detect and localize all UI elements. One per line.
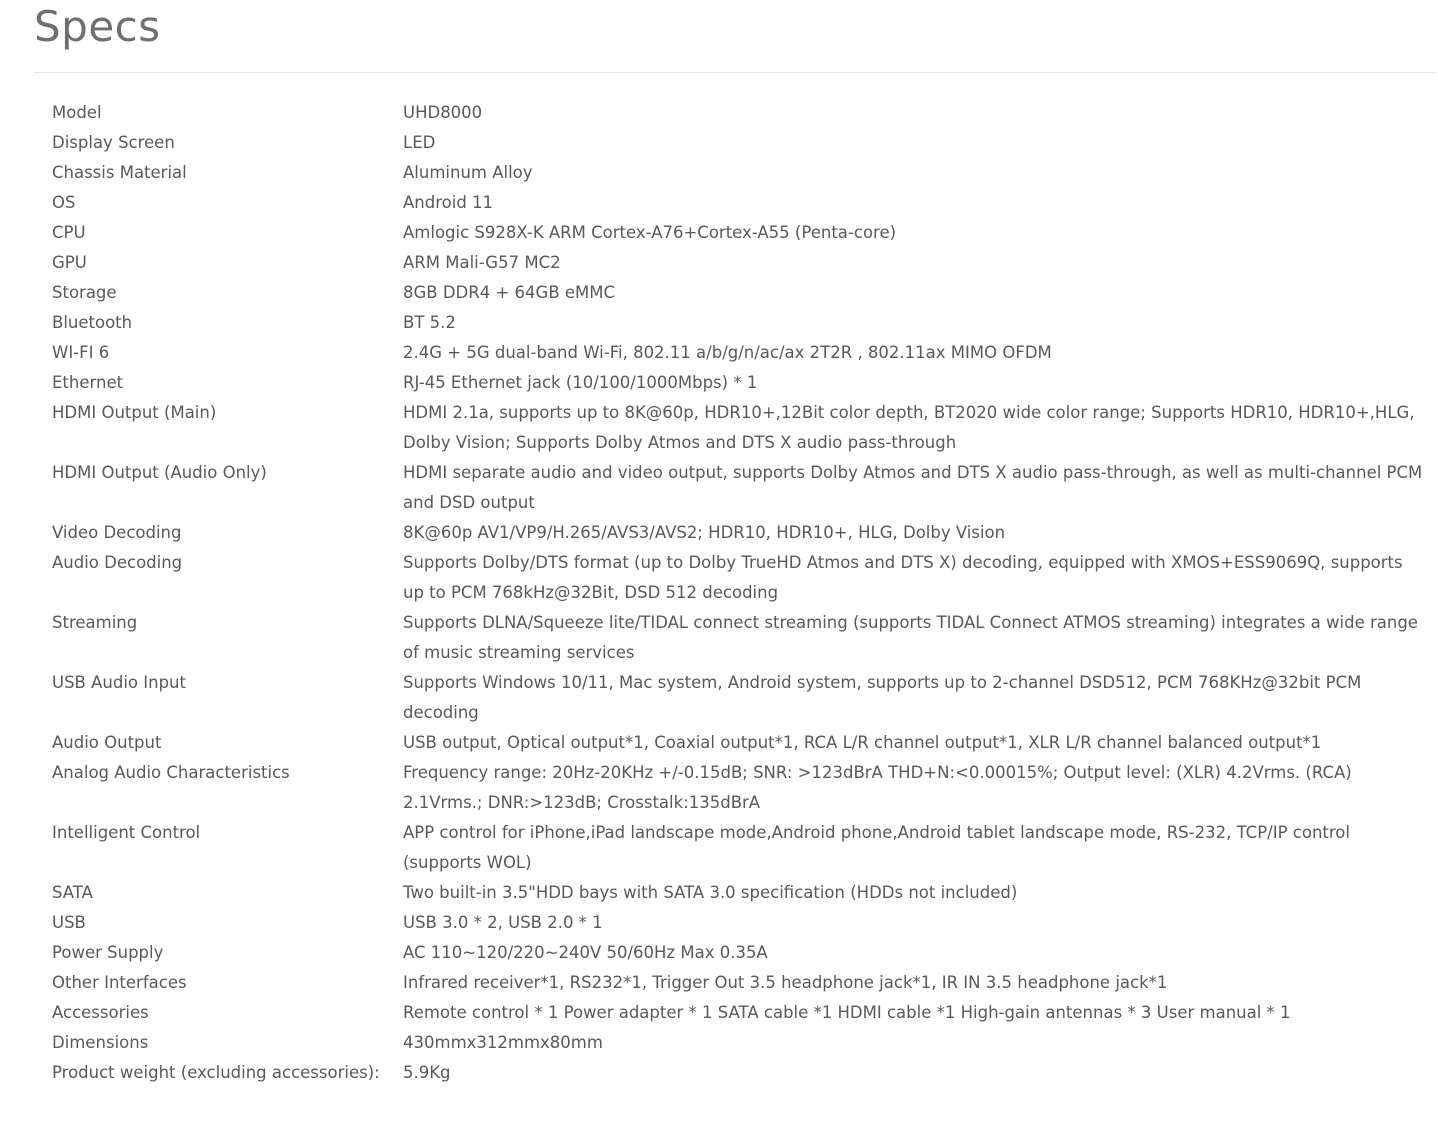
spec-row-gpu [52, 248, 1424, 278]
spec-label: Display Screen [52, 133, 175, 152]
spec-label: USB Audio Input [52, 673, 186, 692]
spec-label: Bluetooth [52, 313, 133, 332]
spec-label: OS [52, 193, 76, 212]
spec-row-audio-output [52, 728, 1424, 758]
spec-label: CPU [52, 223, 86, 242]
spec-value: Supports DLNA/Squeeze lite/TIDAL connect streaming (supports TIDAL Connect ATMOS streaming) integrates a wide range of music streaming services [403, 613, 1418, 662]
spec-row-chassis-material [52, 158, 1424, 188]
spec-label: Model [52, 103, 102, 122]
page-title: Specs [34, 2, 161, 51]
spec-value: AC 110~120/220~240V 50/60Hz Max 0.35A [403, 943, 768, 962]
spec-label: USB [52, 913, 86, 932]
spec-value: Supports Windows 10/11, Mac system, Android system, supports up to 2-channel DSD512, PCM 768KHz@32bit PCM decoding [403, 673, 1362, 722]
spec-row-display-screen [52, 128, 1424, 158]
spec-row-intelligent-control [52, 818, 1424, 878]
spec-label: Dimensions [52, 1033, 149, 1052]
spec-value: 2.4G + 5G dual-band Wi-Fi, 802.11 a/b/g/n/ac/ax 2T2R , 802.11ax MIMO OFDM [403, 343, 1052, 362]
spec-value: USB 3.0 * 2, USB 2.0 * 1 [403, 913, 603, 932]
spec-row-usb [52, 908, 1424, 938]
spec-label: Streaming [52, 613, 138, 632]
spec-label: Audio Decoding [52, 553, 183, 572]
spec-value: 5.9Kg [403, 1063, 451, 1082]
spec-label: Other Interfaces [52, 973, 187, 992]
spec-label: Audio Output [52, 733, 162, 752]
spec-row-hdmi-output-main [52, 398, 1424, 458]
spec-value: APP control for iPhone,iPad landscape mode,Android phone,Android tablet landscape mode, RS-232, TCP/IP control (supports WOL) [403, 823, 1350, 872]
spec-row-product-weight [52, 1058, 1424, 1088]
spec-label: GPU [52, 253, 87, 272]
spec-row-analog-audio-characteristics [52, 758, 1424, 818]
spec-value: Frequency range: 20Hz-20KHz +/-0.15dB; SNR: >123dBrA THD+N:<0.00015%; Output level: (XLR) 4.2Vrms. (RCA) 2.1Vrms.; DNR:>123dB; Crosstalk:135dBrA [403, 763, 1352, 812]
spec-value: Amlogic S928X-K ARM Cortex-A76+Cortex-A55 (Penta-core) [403, 223, 897, 242]
spec-value: Android 11 [403, 193, 494, 212]
title-divider [34, 72, 1436, 73]
spec-value: Two built-in 3.5"HDD bays with SATA 3.0 specification (HDDs not included) [403, 883, 1018, 902]
spec-value: Infrared receiver*1, RS232*1, Trigger Out 3.5 headphone jack*1, IR IN 3.5 headphone jack*1 [403, 973, 1168, 992]
spec-row-dimensions [52, 1028, 1424, 1058]
spec-value: Aluminum Alloy [403, 163, 533, 182]
spec-value: HDMI 2.1a, supports up to 8K@60p, HDR10+,12Bit color depth, BT2020 wide color range; Supports HDR10, HDR10+,HLG, Dolby Vision; Supports Dolby Atmos and DTS X audio pass-through [403, 403, 1415, 452]
spec-label: Video Decoding [52, 523, 182, 542]
spec-label: Storage [52, 283, 117, 302]
spec-row-accessories [52, 998, 1424, 1028]
spec-row-hdmi-output-audio-only [52, 458, 1424, 518]
spec-label: Product weight (excluding accessories): [52, 1063, 380, 1082]
spec-label: Chassis Material [52, 163, 187, 182]
spec-label: Power Supply [52, 943, 164, 962]
spec-value: USB output, Optical output*1, Coaxial output*1, RCA L/R channel output*1, XLR L/R channel balanced output*1 [403, 733, 1322, 752]
spec-row-model [52, 98, 1424, 128]
spec-row-cpu [52, 218, 1424, 248]
spec-row-power-supply [52, 938, 1424, 968]
spec-row-wifi [52, 338, 1424, 368]
spec-value: 8K@60p AV1/VP9/H.265/AVS3/AVS2; HDR10, HDR10+, HLG, Dolby Vision [403, 523, 1006, 542]
spec-value: 430mmx312mmx80mm [403, 1033, 603, 1052]
spec-label: Analog Audio Characteristics [52, 763, 290, 782]
spec-row-video-decoding [52, 518, 1424, 548]
spec-label: Accessories [52, 1003, 149, 1022]
spec-label: Ethernet [52, 373, 124, 392]
spec-label: HDMI Output (Audio Only) [52, 463, 267, 482]
spec-label: WI-FI 6 [52, 343, 110, 362]
spec-row-audio-decoding [52, 548, 1424, 608]
spec-value: RJ-45 Ethernet jack (10/100/1000Mbps) * 1 [403, 373, 758, 392]
specs-table [52, 98, 1424, 1088]
spec-label: Intelligent Control [52, 823, 201, 842]
spec-row-bluetooth [52, 308, 1424, 338]
spec-value: ARM Mali-G57 MC2 [403, 253, 561, 272]
spec-row-ethernet [52, 368, 1424, 398]
spec-value: HDMI separate audio and video output, supports Dolby Atmos and DTS X audio pass-through, as well as multi-channel PCM and DSD output [403, 463, 1423, 512]
spec-row-usb-audio-input [52, 668, 1424, 728]
spec-row-streaming [52, 608, 1424, 668]
spec-row-os [52, 188, 1424, 218]
spec-value: BT 5.2 [403, 313, 456, 332]
spec-value: Supports Dolby/DTS format (up to Dolby TrueHD Atmos and DTS X) decoding, equipped with XMOS+ESS9069Q, supports up to PCM 768kHz@32Bit, DSD 512 decoding [403, 553, 1403, 602]
spec-value: UHD8000 [403, 103, 483, 122]
spec-row-storage [52, 278, 1424, 308]
spec-value: Remote control * 1 Power adapter * 1 SATA cable *1 HDMI cable *1 High-gain antennas * 3 User manual * 1 [403, 1003, 1291, 1022]
spec-label: SATA [52, 883, 93, 902]
spec-value: 8GB DDR4 + 64GB eMMC [403, 283, 616, 302]
spec-row-sata [52, 878, 1424, 908]
spec-row-other-interfaces [52, 968, 1424, 998]
spec-value: LED [403, 133, 436, 152]
spec-label: HDMI Output (Main) [52, 403, 217, 422]
specs-table-body [52, 98, 1424, 1088]
